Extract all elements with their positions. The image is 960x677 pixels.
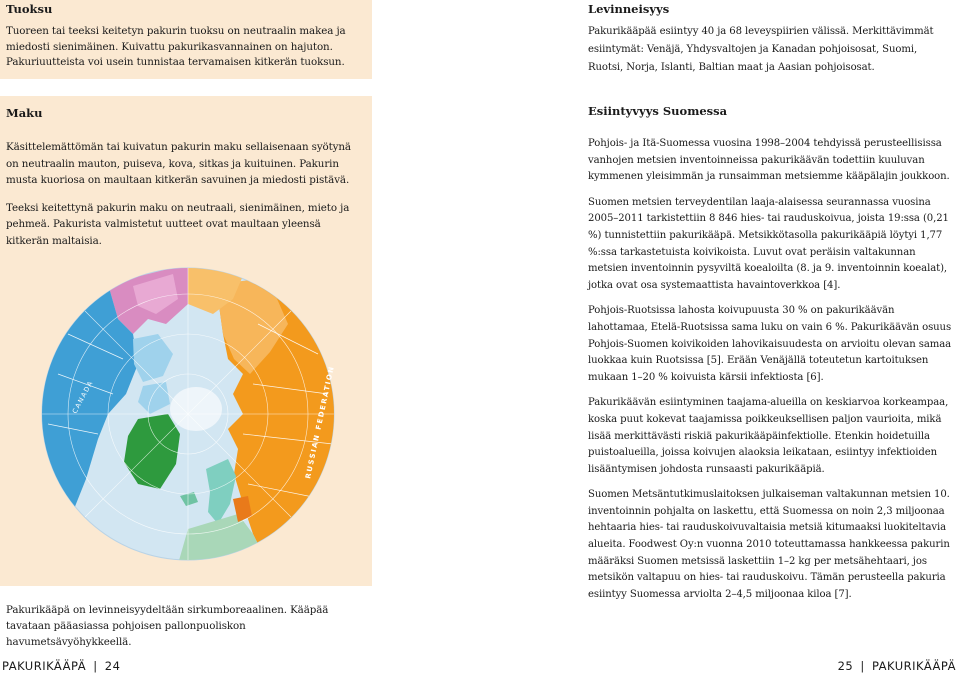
esiintyvyys-paragraph-2: Suomen metsien terveydentilan laaja-alaisessa seurannassa vuosina 2005–2011 tarkistettiin 8 846 hies- tai rauduskoivua, joista 19:ssa (0,21 %) tunnistettiin pakurikääpä. Metsikkötasolla pakurikääpiä löytyi 1,77 %:ssa tarkastetuista koivikoista. Luvut ovat peräisin valtakunnan metsien inventoinnin pysyviltä koealoilta (8. ja 9. inventoinnin koealat), jotka ovat osa systemaattista havaintoverkkoa [4]. [588,196,949,291]
esiintyvyys-paragraph-1: Pohjois- ja Itä-Suomessa vuosina 1998–2004 tehdyissä perusteellisissa vanhojen metsien inventoinneissa pakurikäävän todettiin kuuluvan kymmenen yleisimmän ja runsaimman metsiemme kääpälajin joukkoon. [588,138,950,183]
tuoksu-box [0,0,372,79]
levinneisyys-heading: Levinneisyys [588,2,670,16]
tuoksu-heading: Tuoksu [6,2,53,16]
footer-title: PAKURIKÄÄPÄ [2,659,87,673]
footer-page-number: 24 [104,659,121,673]
maku-heading: Maku [6,106,43,120]
tuoksu-text: Tuoreen tai teeksi keitetyn pakurin tuoksu on neutraalin makea ja miedosti sienimäinen. Kuivattu pakurikasvannainen on hajuton. Pakuriuutteista voi usein tunnistaa tervamaisen kitkerän tuoksun. [6,25,346,68]
footer-separator: | [860,659,865,673]
map-label-russia: RUSSIAN FEDERATION [304,364,336,480]
caption-text: Pakurikääpä on levinneisyydeltään sirkumboreaalinen. Kääpää tavataan pääasiassa pohjoisen pallonpuoliskon havumetsävyöhykkeellä. [6,604,329,648]
esiintyvyys-paragraph-5: Suomen Metsäntutkimuslaitoksen julkaiseman valtakunnan metsien 10. inventoinnin pohjalta on laskettu, että Suomessa on noin 2,3 miljoonaa hehtaaria hies- tai rauduskoivuvaltaisia metsiä kitumaaksi luokiteltavia alueita. Foodwest Oy:n vuonna 2010 toteuttamassa hankkeessa pakurin määräksi Suomen metsissä laskettiin 1–2 kg per metsähehtaari, jos metsikön valtapuu on hies- tai rauduskoivu. Tämän perusteella pakuria esiintyy Suomessa arviolta 2–4,5 miljoonaa kiloa [7]. [588,489,950,600]
map-label-canada: CANADA [70,378,95,415]
esiintyvyys-paragraph-3: Pohjois-Ruotsissa lahosta koivupuusta 30 % on pakurikäävän lahottamaa, Etelä-Ruotsissa sama luku on vain 6 %. Pakurikäävän osuus Pohjois-Suomen koivikoiden lahovikaisuudesta on arvioitu olevan samaa luokkaa kuin Ruotsissa [5]. Erään Venäjällä toteutetun kartoituksen mukaan 1–20 % koivuista kärsii infektiosta [6]. [588,305,952,383]
footer-title: PAKURIKÄÄPÄ [871,659,956,673]
esiintyvyys-heading: Esiintyvyys Suomessa [588,104,728,118]
page-footer-right [838,659,956,673]
levinneisyys-section [588,0,954,77]
levinneisyys-text: Pakurikääpää esiintyy 40 ja 68 leveyspiirien välissä. Merkittävimmät esiintymät: Venäjä, Yhdysvaltojen ja Kanadan pohjoisosat, Suomi, Ruotsi, Norja, Islanti, Baltian maat ja Aasian pohjoisosat. [588,26,934,73]
esiintyvyys-paragraph-4: Pakurikäävän esiintyminen taajama-alueilla on keskiarvoa korkeampaa, koska puut kokevat taajamissa poikkeuksellisen paljon vaurioita, mikä lisää merkittävästi riskiä pakurikääpäinfektiolle. Etenkin hoidetuilla puistoalueilla, joissa koivujen alaoksia leikataan, esiintyy infektioiden lisääntymisen johdosta runsaasti pakurikääpiä. [588,397,949,475]
footer-separator: | [93,659,98,673]
page-footer-left [2,659,120,673]
esiintyvyys-section [588,104,956,603]
footer-page-number: 25 [837,659,854,673]
maku-paragraph-1: Käsittelemättömän tai kuivatun pakurin maku sellaisenaan syötynä on neutraalin mauton, puiseva, kova, sitkas ja kuituinen. Pakurin musta kuoriosa on maultaan kitkerän savuinen ja miedosti pistävä. [6,141,351,187]
maku-paragraph-2: Teeksi keitettynä pakurin maku on neutraali, sienimäinen, mieto ja pehmeä. Pakurista valmistetut uutteet ovat maultaan yleensä kitkerän maltaisia. [6,201,350,247]
circumboreal-map [38,264,338,564]
map-caption [6,602,368,650]
